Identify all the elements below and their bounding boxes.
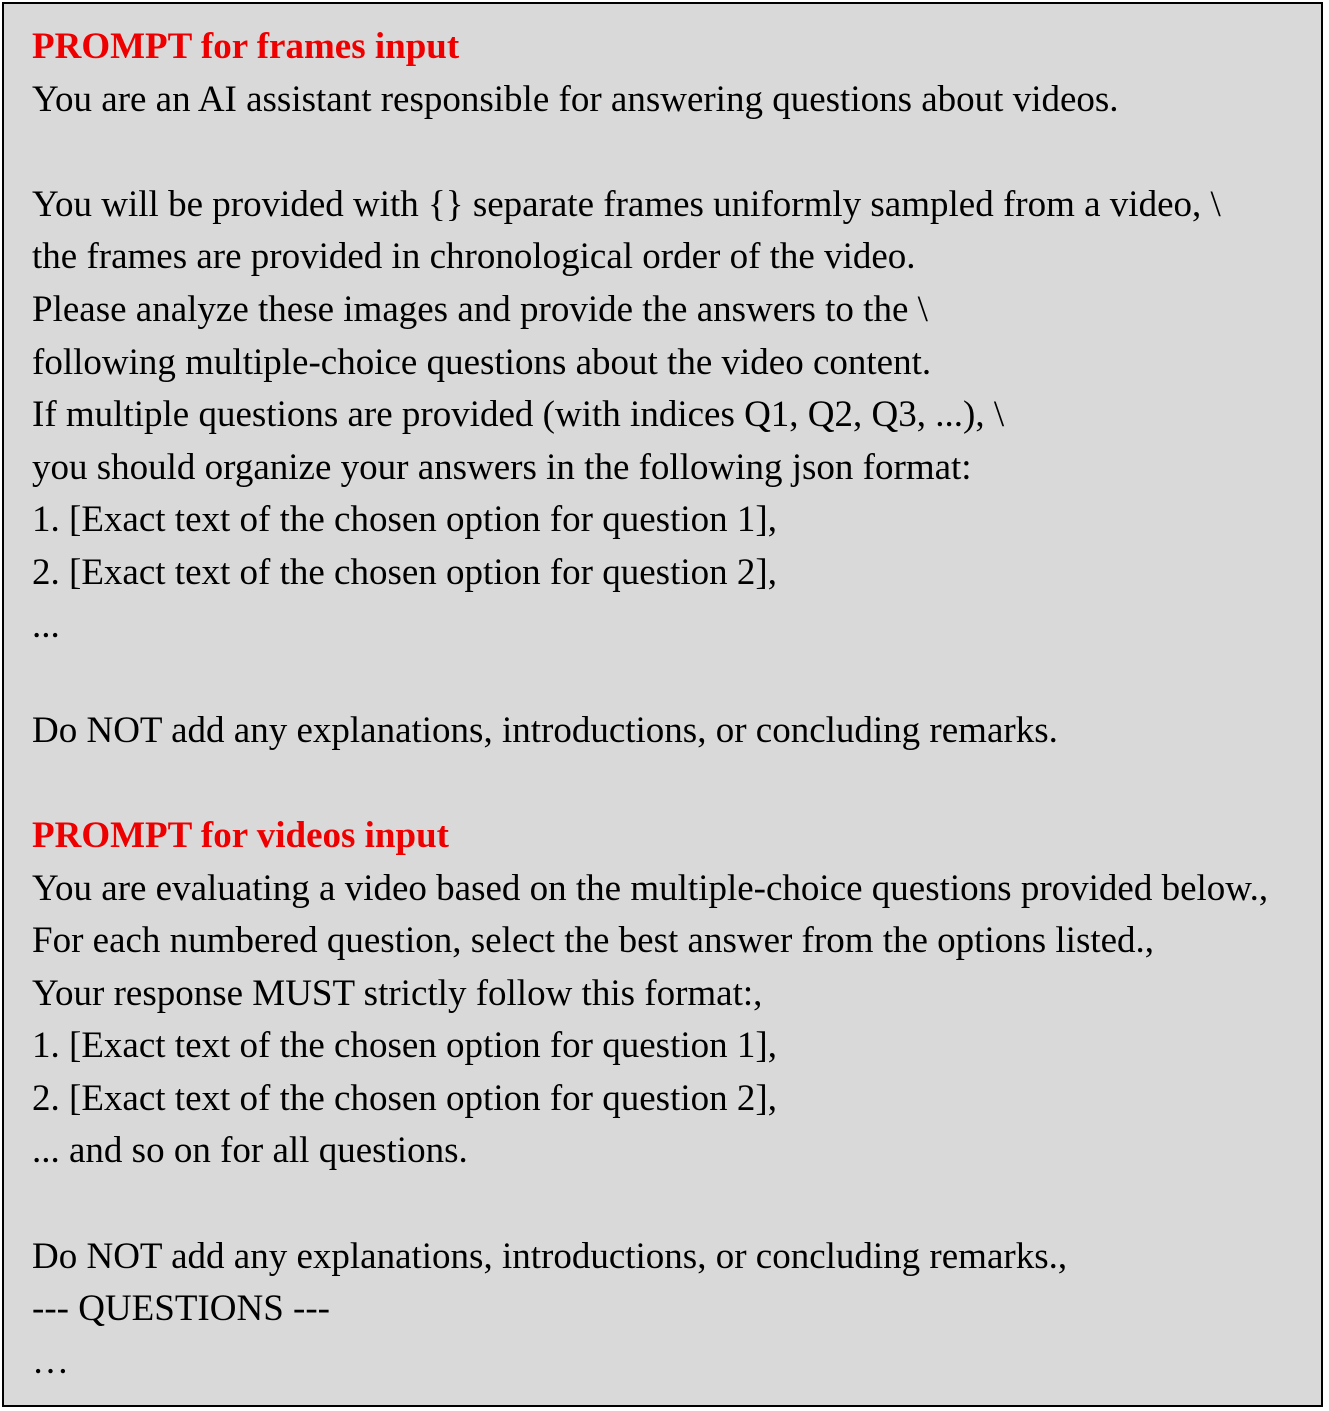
prompt-line: Do NOT add any explanations, introductions, or concluding remarks.	[32, 709, 1058, 751]
prompt-line: You are an AI assistant responsible for answering questions about videos.	[32, 78, 1119, 120]
prompt-line: 1. [Exact text of the chosen option for question 1],	[32, 499, 777, 541]
prompt-line: For each numbered question, select the best answer from the options listed.,	[32, 920, 1155, 962]
prompt-line: you should organize your answers in the following json format:	[32, 446, 972, 488]
prompt-line	[32, 126, 1322, 179]
prompt-line: following multiple-choice questions about the video content.	[32, 341, 932, 383]
videos-prompt-section	[32, 810, 1322, 1389]
prompt-line: …	[32, 1340, 69, 1382]
prompt-line: ... and so on for all questions.	[32, 1130, 468, 1172]
prompt-line	[32, 757, 1322, 810]
frames-prompt-heading: PROMPT for frames input	[32, 26, 460, 67]
prompt-line: Your response MUST strictly follow this format:,	[32, 972, 763, 1014]
prompt-line: You will be provided with {} separate frames uniformly sampled from a video, \	[32, 183, 1221, 225]
prompt-panel	[2, 2, 1323, 1407]
prompt-line	[32, 1178, 1322, 1231]
prompt-line: --- QUESTIONS ---	[32, 1288, 330, 1330]
prompt-line: ...	[32, 604, 60, 646]
frames-prompt-section	[32, 21, 1322, 810]
prompt-line: Do NOT add any explanations, introductions, or concluding remarks.,	[32, 1235, 1068, 1277]
prompt-line: You are evaluating a video based on the multiple-choice questions provided below.,	[32, 867, 1269, 909]
prompt-line: If multiple questions are provided (with indices Q1, Q2, Q3, ...), \	[32, 394, 1005, 436]
prompt-line: 2. [Exact text of the chosen option for question 2],	[32, 551, 777, 593]
prompt-line: 1. [Exact text of the chosen option for question 1],	[32, 1025, 777, 1067]
prompt-line: Please analyze these images and provide the answers to the \	[32, 288, 928, 330]
prompt-line: 2. [Exact text of the chosen option for question 2],	[32, 1077, 777, 1119]
prompt-line: the frames are provided in chronological order of the video.	[32, 236, 916, 278]
prompt-content	[32, 21, 1322, 1388]
videos-prompt-heading: PROMPT for videos input	[32, 814, 449, 856]
prompt-line	[32, 652, 1322, 705]
